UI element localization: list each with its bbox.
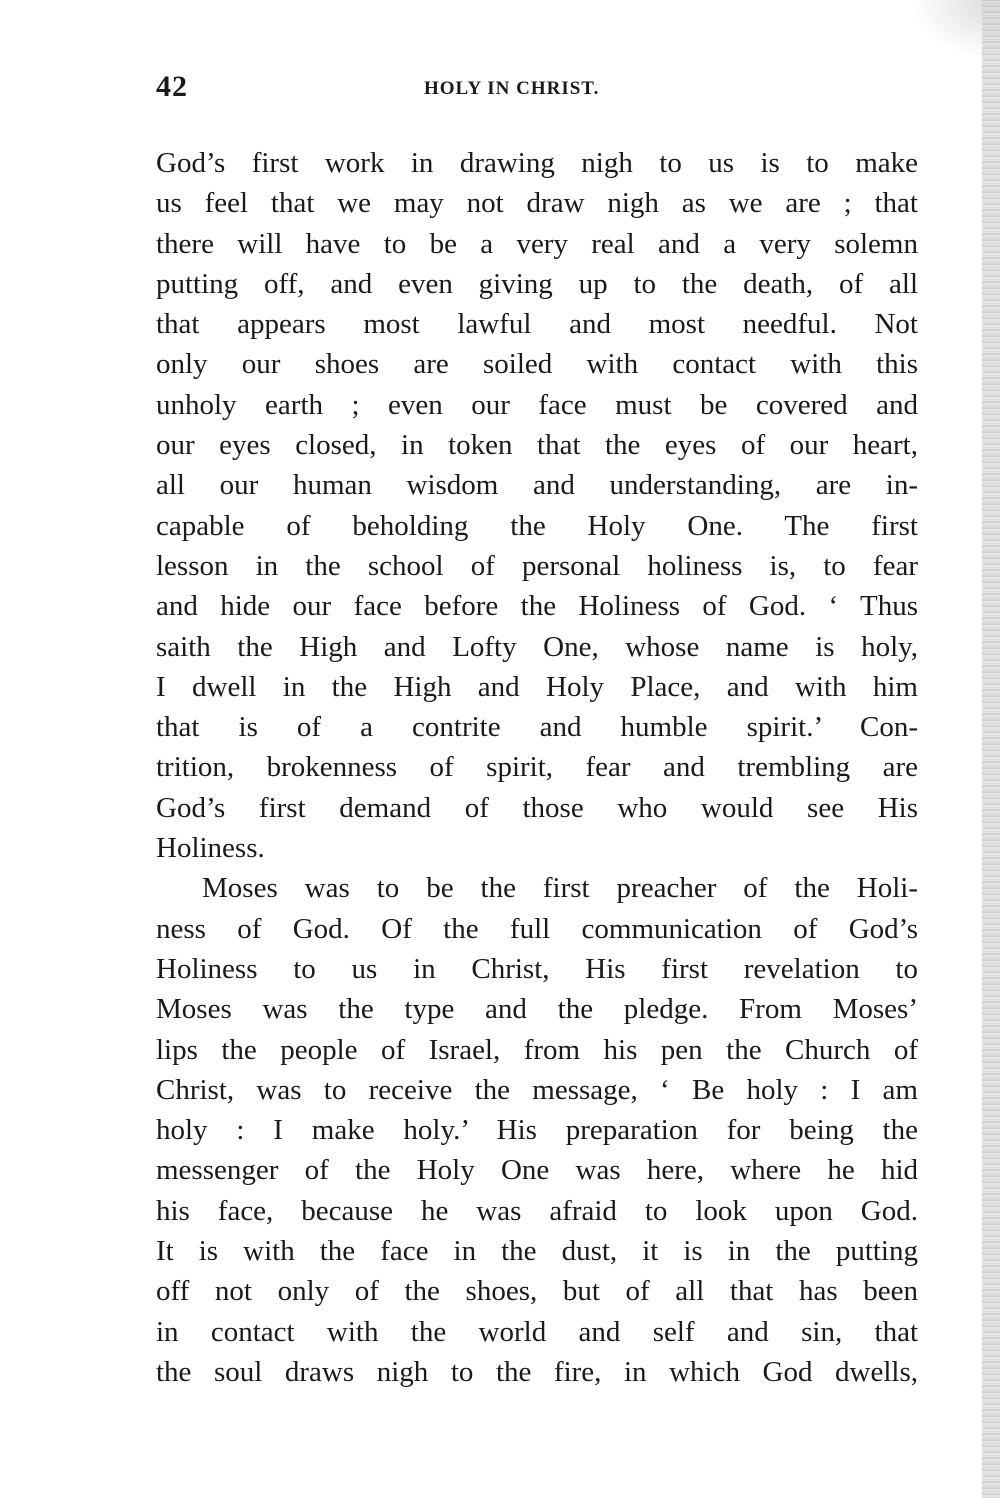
text-line: that appears most lawful and most needful. Not (156, 308, 918, 341)
text-line: all our human wisdom and understanding, are in- (156, 469, 918, 502)
text-line: saith the High and Lofty One, whose name is holy, (156, 630, 918, 663)
text-line: us feel that we may not draw nigh as we are ; that (156, 187, 918, 220)
text-line: God’s first work in drawing nigh to us is to make (156, 147, 918, 179)
text-line: capable of beholding the Holy One. The first (156, 509, 918, 542)
text-line: putting off, and even giving up to the death, of all (156, 267, 918, 300)
text-line: It is with the face in the dust, it is in the putting (156, 1235, 918, 1268)
running-head: HOLY IN CHRIST. (424, 78, 600, 99)
text-line: ness of God. Of the full communication of God’s (156, 912, 918, 945)
text-line: Christ, was to receive the message, ‘ Be holy : I am (156, 1073, 918, 1106)
text-line: Holiness to us in Christ, His first revelation to (156, 952, 918, 985)
text-line: God’s first demand of those who would see His (156, 791, 918, 824)
text-line: his face, because he was afraid to look upon God. (156, 1194, 918, 1227)
text-line: and hide our face before the Holiness of God. ‘ Thus (156, 590, 918, 623)
text-line: Moses was to be the first preacher of the Holi- (202, 872, 918, 905)
text-line: trition, brokenness of spirit, fear and trembling are (156, 751, 918, 784)
scan-edge (982, 0, 1000, 1498)
paragraph-2 (156, 868, 918, 1392)
text-line: holy : I make holy.’ His preparation for being the (156, 1114, 918, 1147)
text-line: lesson in the school of personal holiness is, to fear (156, 549, 918, 582)
text-line: our eyes closed, in token that the eyes of our heart, (156, 429, 918, 462)
text-line: lips the people of Israel, from his pen the Church of (156, 1033, 918, 1066)
text-line: the soul draws nigh to the fire, in which God dwells, (156, 1355, 918, 1388)
text-line: only our shoes are soiled with contact with this (156, 348, 918, 381)
text-line: off not only of the shoes, but of all that has been (156, 1275, 918, 1308)
text-line: I dwell in the High and Holy Place, and with him (156, 670, 918, 703)
text-line: Moses was the type and the pledge. From Moses’ (156, 993, 918, 1026)
page-header (156, 70, 918, 110)
paragraph-1 (156, 143, 918, 868)
page-number: 42 (156, 70, 188, 103)
text-line: there will have to be a very real and a very solemn (156, 227, 918, 260)
text-line: Holiness. (156, 832, 265, 865)
text-line: unholy earth ; even our face must be covered and (156, 388, 918, 421)
body-text (156, 143, 918, 1392)
text-line: messenger of the Holy One was here, where he hid (156, 1154, 918, 1187)
text-line: in contact with the world and self and sin, that (156, 1315, 918, 1348)
text-line: that is of a contrite and humble spirit.’ Con- (156, 711, 918, 744)
